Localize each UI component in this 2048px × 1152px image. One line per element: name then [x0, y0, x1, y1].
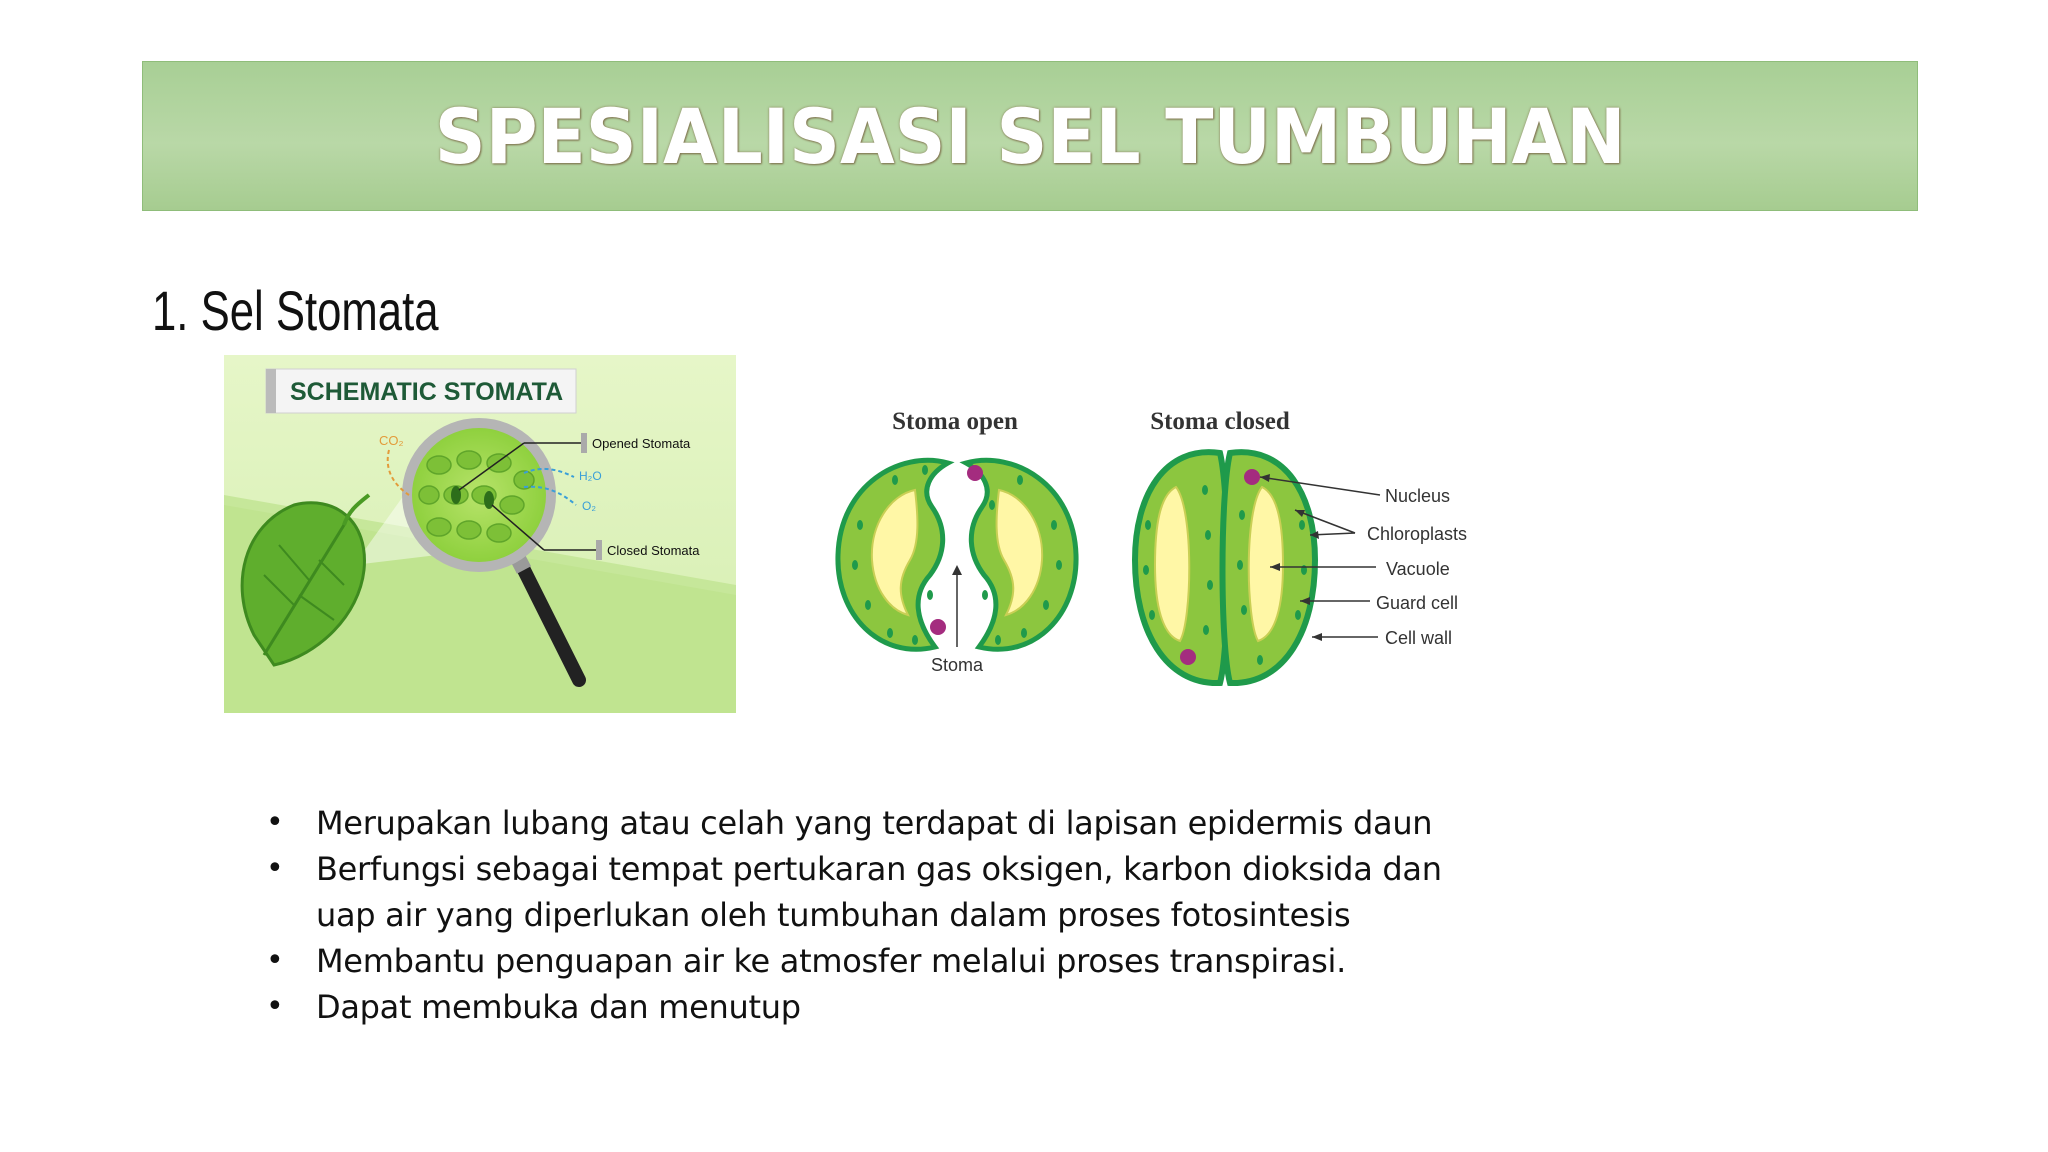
bullet-item: • Dapat membuka dan menutup	[262, 984, 1462, 1030]
title-banner	[142, 61, 1918, 211]
closed-stomata-label: Closed Stomata	[607, 543, 700, 558]
stoma-diagram	[820, 395, 1500, 695]
vacuole-label: Vacuole	[1386, 559, 1450, 579]
o2-label: O₂	[582, 499, 596, 513]
schematic-stomata-image	[224, 355, 736, 713]
stoma-closed-title: Stoma closed	[1150, 408, 1290, 435]
opened-stomata-label: Opened Stomata	[592, 436, 691, 451]
h2o-label: H₂O	[579, 469, 602, 483]
cell-wall-label: Cell wall	[1385, 628, 1453, 648]
nucleus-label: Nucleus	[1385, 486, 1451, 506]
section-heading: 1. Sel Stomata	[152, 279, 439, 342]
bullet-item: • Berfungsi sebagai tempat pertukaran gas oksigen, karbon dioksida dan uap air yang diperlukan oleh tumbuhan dalam proses fotosintesis	[262, 846, 1451, 938]
bullet-item: • Merupakan lubang atau celah yang terdapat di lapisan epidermis daun	[262, 800, 1462, 846]
bullet-list	[262, 800, 1462, 1030]
co2-label: CO₂	[379, 433, 404, 448]
chloroplasts-label: Chloroplasts	[1367, 524, 1468, 544]
bullet-item: • Membantu penguapan air ke atmosfer melalui proses transpirasi.	[262, 938, 1462, 984]
slide-title: SPESIALISASI SEL TUMBUHAN	[434, 91, 1626, 181]
guard-cell-label: Guard cell	[1376, 593, 1459, 613]
schematic-header-text: SCHEMATIC STOMATA	[290, 378, 564, 406]
open-stoma-cells	[838, 460, 1076, 649]
stoma-label: Stoma	[930, 655, 984, 675]
stoma-open-title: Stoma open	[892, 408, 1018, 435]
